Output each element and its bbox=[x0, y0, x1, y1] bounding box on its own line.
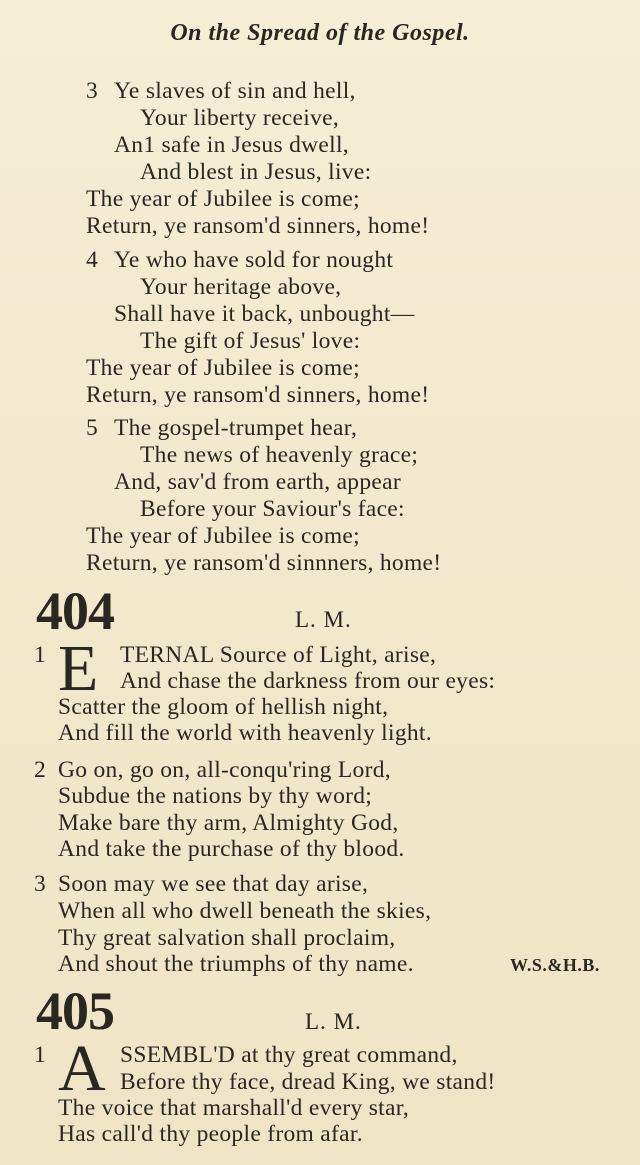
verse-line: And chase the darkness from our eyes: bbox=[120, 668, 496, 694]
verse-line: Subdue the nations by thy word; bbox=[58, 783, 373, 809]
verse-number: 1 bbox=[34, 642, 46, 668]
verse-line: And fill the world with heavenly light. bbox=[58, 720, 432, 746]
verse-line: Scatter the gloom of hellish night, bbox=[58, 694, 389, 720]
verse-number: 3 bbox=[86, 78, 98, 104]
hymn-meter: L. M. bbox=[295, 607, 352, 632]
hymn-meter: L. M. bbox=[305, 1009, 362, 1034]
verse-line: And, sav'd from earth, appear bbox=[114, 469, 401, 495]
verse-line: The gift of Jesus' love: bbox=[140, 328, 361, 354]
verse-line: An1 safe in Jesus dwell, bbox=[114, 132, 349, 158]
refrain-line: The year of Jubilee is come; bbox=[86, 355, 360, 381]
author-attribution: W.S.&H.B. bbox=[510, 955, 600, 975]
verse-line: Ye who have sold for nought bbox=[114, 247, 394, 273]
refrain-line: The year of Jubilee is come; bbox=[86, 523, 360, 549]
verse-line: Go on, go on, all-conqu'ring Lord, bbox=[58, 757, 391, 783]
verse-number: 2 bbox=[34, 757, 46, 783]
verse-line: TERNAL Source of Light, arise, bbox=[120, 642, 437, 668]
verse-number: 1 bbox=[34, 1042, 46, 1068]
verse-line: Before your Saviour's face: bbox=[140, 496, 405, 522]
verse-number: 5 bbox=[86, 415, 98, 441]
refrain-line: Return, ye ransom'd sinners, home! bbox=[86, 382, 430, 408]
hymn-number: 405 bbox=[36, 981, 114, 1041]
verse-line: Your heritage above, bbox=[140, 274, 342, 300]
verse-line: Your liberty receive, bbox=[140, 105, 340, 131]
refrain-line: The year of Jubilee is come; bbox=[86, 186, 360, 212]
verse-number: 4 bbox=[86, 247, 98, 273]
verse-line: Thy great salvation shall proclaim, bbox=[58, 925, 396, 951]
verse-line: The news of heavenly grace; bbox=[140, 442, 419, 468]
verse-line: When all who dwell beneath the skies, bbox=[58, 898, 432, 924]
hymn-number: 404 bbox=[36, 581, 114, 641]
refrain-line: Return, ye ransom'd sinnners, home! bbox=[86, 550, 442, 576]
verse-line: And shout the triumphs of thy name. bbox=[58, 951, 414, 977]
drop-cap: E bbox=[58, 632, 99, 705]
verse-line: And take the purchase of thy blood. bbox=[58, 836, 405, 862]
verse-line: The voice that marshall'd every star, bbox=[58, 1095, 410, 1121]
verse-line: And blest in Jesus, live: bbox=[140, 159, 372, 185]
refrain-line: Return, ye ransom'd sinners, home! bbox=[86, 213, 430, 239]
verse-line: SSEMBL'D at thy great command, bbox=[120, 1042, 458, 1068]
verse-line: Shall have it back, unbought— bbox=[114, 301, 415, 327]
verse-number: 3 bbox=[34, 871, 46, 897]
running-head: On the Spread of the Gospel. bbox=[170, 20, 470, 46]
verse-line: Has call'd thy people from afar. bbox=[58, 1121, 363, 1147]
verse-line: The gospel-trumpet hear, bbox=[114, 415, 358, 441]
verse-line: Make bare thy arm, Almighty God, bbox=[58, 810, 399, 836]
drop-cap: A bbox=[58, 1032, 106, 1105]
verse-line: Ye slaves of sin and hell, bbox=[114, 78, 356, 104]
verse-line: Before thy face, dread King, we stand! bbox=[120, 1069, 496, 1095]
verse-line: Soon may we see that day arise, bbox=[58, 871, 369, 897]
